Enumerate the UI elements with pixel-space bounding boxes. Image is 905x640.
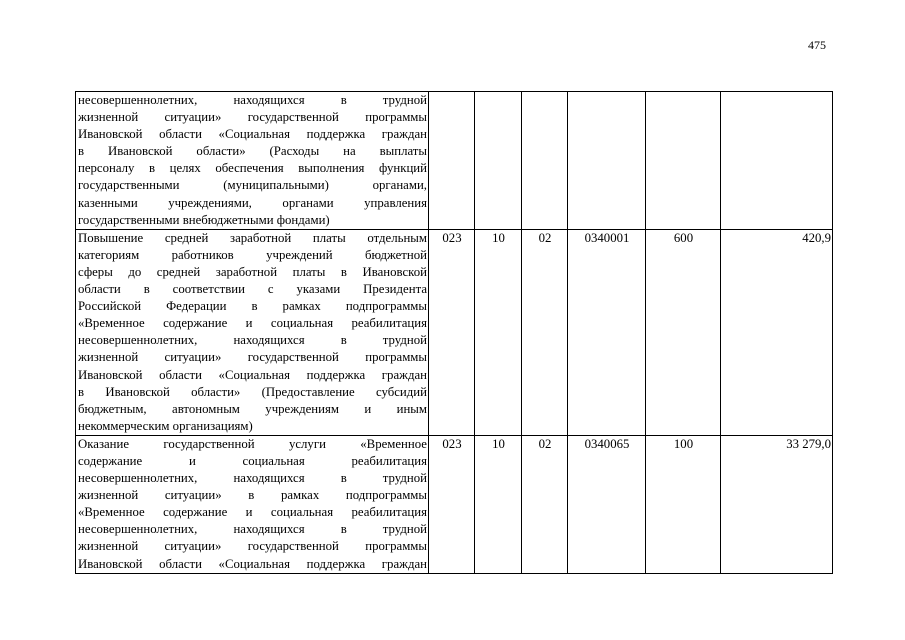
description-line: жизненной ситуации» государственной программы — [78, 539, 427, 554]
description-line: сферы до средней заработной платы в Ивановской — [78, 264, 427, 279]
target-article-cell: 0340065 — [568, 435, 646, 573]
admin-code-cell — [429, 92, 475, 230]
description-line: категориям работников учреждений бюджетной — [78, 247, 427, 262]
description-line: несовершеннолетних, находящихся в трудной — [78, 333, 427, 348]
row-description — [76, 229, 429, 435]
target-article-cell — [568, 92, 646, 230]
description-line: Повышение средней заработной платы отдельным — [78, 230, 427, 245]
table-row — [76, 92, 833, 230]
description-line: жизненной ситуации» в рамках подпрограммы — [78, 488, 427, 503]
amount-cell: 33 279,0 — [721, 435, 833, 573]
description-line: некоммерческим организациям) — [78, 418, 253, 433]
expense-type-cell: 100 — [646, 435, 721, 573]
row-description — [76, 435, 429, 573]
description-line: в Ивановской области» (Предоставление субсидий — [78, 384, 427, 399]
description-line: Ивановской области «Социальная поддержка граждан — [78, 367, 427, 382]
description-line: государственными (муниципальными) органами, — [78, 178, 427, 193]
description-line: жизненной ситуации» государственной программы — [78, 350, 427, 365]
row-description — [76, 92, 429, 230]
description-line: области в соответствии с указами Президента — [78, 282, 427, 297]
description-line: в Ивановской области» (Расходы на выплаты — [78, 144, 427, 159]
description-line: Оказание государственной услуги «Временное — [78, 436, 427, 451]
amount-cell — [721, 92, 833, 230]
description-line: «Временное содержание и социальная реабилитация — [78, 505, 427, 520]
description-line: несовершеннолетних, находящихся в трудной — [78, 522, 427, 537]
table-row — [76, 229, 833, 435]
section-cell — [475, 92, 522, 230]
description-line: Ивановской области «Социальная поддержка граждан — [78, 127, 427, 142]
expense-type-cell: 600 — [646, 229, 721, 435]
subsection-cell — [522, 92, 568, 230]
description-line: несовершеннолетних, находящихся в трудной — [78, 471, 427, 486]
description-line: государственными внебюджетными фондами) — [78, 212, 330, 227]
section-cell: 10 — [475, 229, 522, 435]
description-line: Российской Федерации в рамках подпрограммы — [78, 299, 427, 314]
subsection-cell: 02 — [522, 229, 568, 435]
section-cell: 10 — [475, 435, 522, 573]
target-article-cell: 0340001 — [568, 229, 646, 435]
page-number: 475 — [808, 38, 826, 52]
budget-table — [75, 91, 833, 574]
description-line: жизненной ситуации» государственной программы — [78, 110, 427, 125]
expense-type-cell — [646, 92, 721, 230]
description-line: персоналу в целях обеспечения выполнения функций — [78, 161, 427, 176]
description-line: Ивановской области «Социальная поддержка граждан — [78, 556, 427, 571]
description-line: «Временное содержание и социальная реабилитация — [78, 316, 427, 331]
table-row — [76, 435, 833, 573]
subsection-cell: 02 — [522, 435, 568, 573]
admin-code-cell: 023 — [429, 435, 475, 573]
description-line: несовершеннолетних, находящихся в трудной — [78, 93, 427, 107]
description-line: бюджетным, автономным учреждениям и иным — [78, 401, 427, 416]
admin-code-cell: 023 — [429, 229, 475, 435]
amount-cell: 420,9 — [721, 229, 833, 435]
description-line: казенными учреждениями, органами управления — [78, 195, 427, 210]
description-line: содержание и социальная реабилитация — [78, 453, 427, 468]
